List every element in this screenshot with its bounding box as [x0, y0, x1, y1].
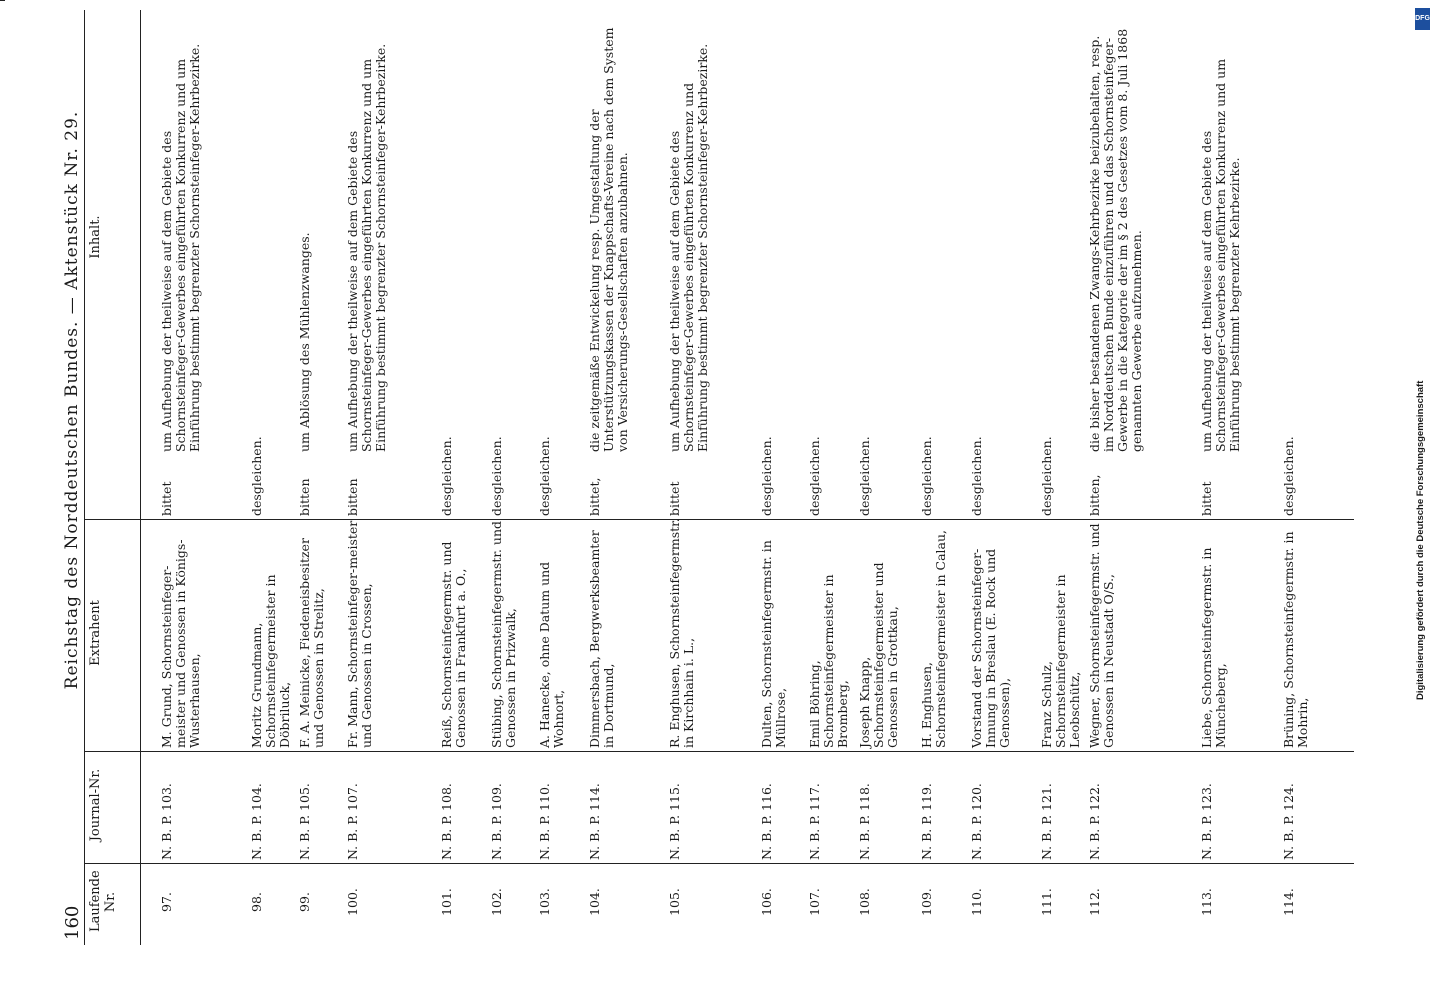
- journal-number: N. B. P. 114.: [587, 783, 602, 860]
- page-number: 160: [62, 905, 83, 940]
- row-number: 100.: [345, 888, 360, 916]
- petitioner: Joseph Knapp, Schornsteinfegermeister und Genossen in Grottkau,: [857, 562, 900, 748]
- row-number: 106.: [759, 888, 774, 916]
- request-verb: desgleichen.: [249, 436, 264, 516]
- digitization-note-text: Digitalisierung gefördert durch die Deutsche Forschungsgemeinschaft: [1415, 380, 1426, 700]
- dfg-logo: DFG: [1415, 8, 1430, 30]
- request-verb: desgleichen.: [439, 436, 454, 516]
- request-verb: bitten: [345, 478, 360, 516]
- row-number: 104.: [587, 888, 602, 916]
- row-number: 99.: [297, 892, 312, 912]
- journal-number: N. B. P. 116.: [759, 783, 774, 860]
- column-divider-2: [84, 751, 1354, 752]
- petitioner: Vorstand der Schornsteinfeger-Innung in Breslau (E. Rock und Genossen),: [969, 548, 1012, 748]
- petitioner: H. Enghusen, Schornsteinfegermeister in Calau,: [919, 530, 948, 748]
- journal-number: N. B. P. 117.: [807, 783, 822, 860]
- petitioner: Dulten, Schornsteinfegermstr. in Müllrose,: [759, 540, 788, 748]
- request-verb: desgleichen.: [1039, 436, 1054, 516]
- petitioner: F. A. Meinicke, Fiedeneisbesitzer und Genossen in Strelitz,: [297, 538, 326, 748]
- request-verb: desgleichen.: [489, 436, 504, 516]
- petitioner: Dimmersbach, Bergwerksbeamter in Dortmund,: [587, 530, 616, 748]
- journal-number: N. B. P. 120.: [969, 783, 984, 860]
- petition-content: um Aufhebung der theilweise auf dem Gebiete des Schornsteinfeger-Gewerbes eingeführten Konkurrenz und Einführung bestimmt begrenzter Schornsteinfeger-Kehrbezirke.: [667, 43, 710, 452]
- petitioner: Franz Schulz, Schornsteinfegermeister in Leobschütz,: [1039, 574, 1082, 748]
- row-number: 113.: [1199, 888, 1214, 916]
- request-verb: desgleichen.: [969, 436, 984, 516]
- petitioner: M. Grund, Schornsteinfeger-meister und Genossen in Königs-Wusterhausen,: [159, 539, 202, 748]
- journal-number: N. B. P. 105.: [297, 783, 312, 860]
- request-verb: desgleichen.: [1281, 436, 1296, 516]
- column-header-rule: [140, 10, 141, 945]
- column-header-inhalt: Inhalt.: [88, 215, 103, 259]
- petition-content: um Ablösung des Mühlenzwanges.: [297, 232, 312, 452]
- journal-number: N. B. P. 123.: [1199, 783, 1214, 860]
- petitioner: Moritz Grundmann, Schornsteinfegermeister in Döbriluck,: [249, 574, 292, 748]
- journal-number: N. B. P. 107.: [345, 783, 360, 860]
- journal-number: N. B. P. 118.: [857, 783, 872, 860]
- row-number: 97.: [159, 892, 174, 912]
- petitioner: Fr. Mann, Schornsteinfeger-meister und Genossen in Crossen,: [345, 520, 374, 748]
- petition-content: um Aufhebung der theilweise auf dem Gebiete des Schornsteinfeger-Gewerbes eingeführten Konkurrenz und um Einführung bestimmt begrenzter Kehrbezirke.: [1199, 58, 1242, 452]
- journal-number: N. B. P. 122.: [1087, 783, 1102, 860]
- request-verb: bittet: [1199, 481, 1214, 516]
- row-number: 103.: [537, 888, 552, 916]
- column-header-journal-nr: Journal-Nr.: [88, 768, 103, 842]
- column-header-laufende-nr: Laufende Nr.: [88, 870, 118, 932]
- row-number: 98.: [249, 892, 264, 912]
- request-verb: desgleichen.: [857, 436, 872, 516]
- row-number: 108.: [857, 888, 872, 916]
- row-number: 105.: [667, 888, 682, 916]
- row-number: 112.: [1087, 888, 1102, 916]
- petitioner: R. Enghusen, Schornsteinfegermstr. in Kirchhain i. L.,: [667, 518, 696, 748]
- row-number: 107.: [807, 888, 822, 916]
- row-number: 109.: [919, 888, 934, 916]
- petitioner: A. Hanecke, ohne Datum und Wohnort,: [537, 561, 566, 748]
- journal-number: N. B. P. 121.: [1039, 783, 1054, 860]
- journal-number: N. B. P. 119.: [919, 783, 934, 860]
- row-number: 102.: [489, 888, 504, 916]
- scan-edge: [0, 0, 5, 1]
- request-verb: desgleichen.: [807, 436, 822, 516]
- journal-number: N. B. P. 108.: [439, 783, 454, 860]
- row-number: 111.: [1039, 888, 1054, 916]
- request-verb: desgleichen.: [759, 436, 774, 516]
- petitioner: Emil Böhring, Schornsteinfegermeister in Bromberg,: [807, 574, 850, 748]
- digitization-note: [1415, 380, 1426, 701]
- request-verb: bitten,: [1087, 474, 1102, 516]
- header-rule: [84, 10, 85, 945]
- journal-number: N. B. P. 115.: [667, 783, 682, 860]
- request-verb: bittet,: [587, 477, 602, 516]
- request-verb: bittet: [159, 481, 174, 516]
- row-number: 114.: [1281, 888, 1296, 916]
- petitioner: Stübing, Schornsteinfegermstr. und Genossen in Prizwalk,: [489, 520, 518, 748]
- journal-number: N. B. P. 110.: [537, 783, 552, 860]
- request-verb: bitten: [297, 478, 312, 516]
- request-verb: desgleichen.: [919, 436, 934, 516]
- petitioner: Reiß, Schornsteinfegermstr. und Genossen in Frankfurt a. O.,: [439, 541, 468, 748]
- petition-content: die bisher bestandenen Zwangs-Kehrbezirke beizubehalten, resp. im Norddeutschen Bunde einzuführen und das Schornsteinfeger-Gewerbe in die Kategorie der im § 2 des Gesetzes vom 8. Juli 1868 genannten Gewerbe aufzunehmen.: [1087, 28, 1144, 452]
- request-verb: desgleichen.: [537, 436, 552, 516]
- row-number: 101.: [439, 888, 454, 916]
- row-number: 110.: [969, 888, 984, 916]
- petitioner: Wegner, Schornsteinfegermstr. und Genossen in Neustadt O/S.,: [1087, 523, 1116, 748]
- petitioner: Brüning, Schornsteinfegermstr. in Mohrin,: [1281, 531, 1310, 748]
- petition-content: die zeitgemäße Entwickelung resp. Umgestaltung der Unterstützungskassen der Knappschafts-Vereine nach dem System von Versicherungs-Gesellschaften anzubahnen.: [587, 27, 630, 452]
- request-verb: bittet: [667, 481, 682, 516]
- journal-number: N. B. P. 124.: [1281, 783, 1296, 860]
- journal-number: N. B. P. 109.: [489, 783, 504, 860]
- petition-content: um Aufhebung der theilweise auf dem Gebiete des Schornsteinfeger-Gewerbes eingeführten Konkurrenz und um Einführung bestimmt begrenzter Schornsteinfeger-Kehrbezirke.: [345, 43, 388, 452]
- petitioner: Liebe, Schornsteinfegermstr. in Müncheberg,: [1199, 547, 1228, 748]
- petition-content: um Aufhebung der theilweise auf dem Gebiete des Schornsteinfeger-Gewerbes eingeführten Konkurrenz und um Einführung bestimmt begrenzter Schornsteinfeger-Kehrbezirke.: [159, 43, 202, 452]
- column-header-extrahent: Extrahent: [88, 600, 103, 666]
- running-title: Reichstag des Norddeutschen Bundes. — Aktenstück Nr. 29.: [62, 110, 82, 690]
- column-divider-1: [84, 863, 1354, 864]
- journal-number: N. B. P. 104.: [249, 783, 264, 860]
- journal-number: N. B. P. 103.: [159, 783, 174, 860]
